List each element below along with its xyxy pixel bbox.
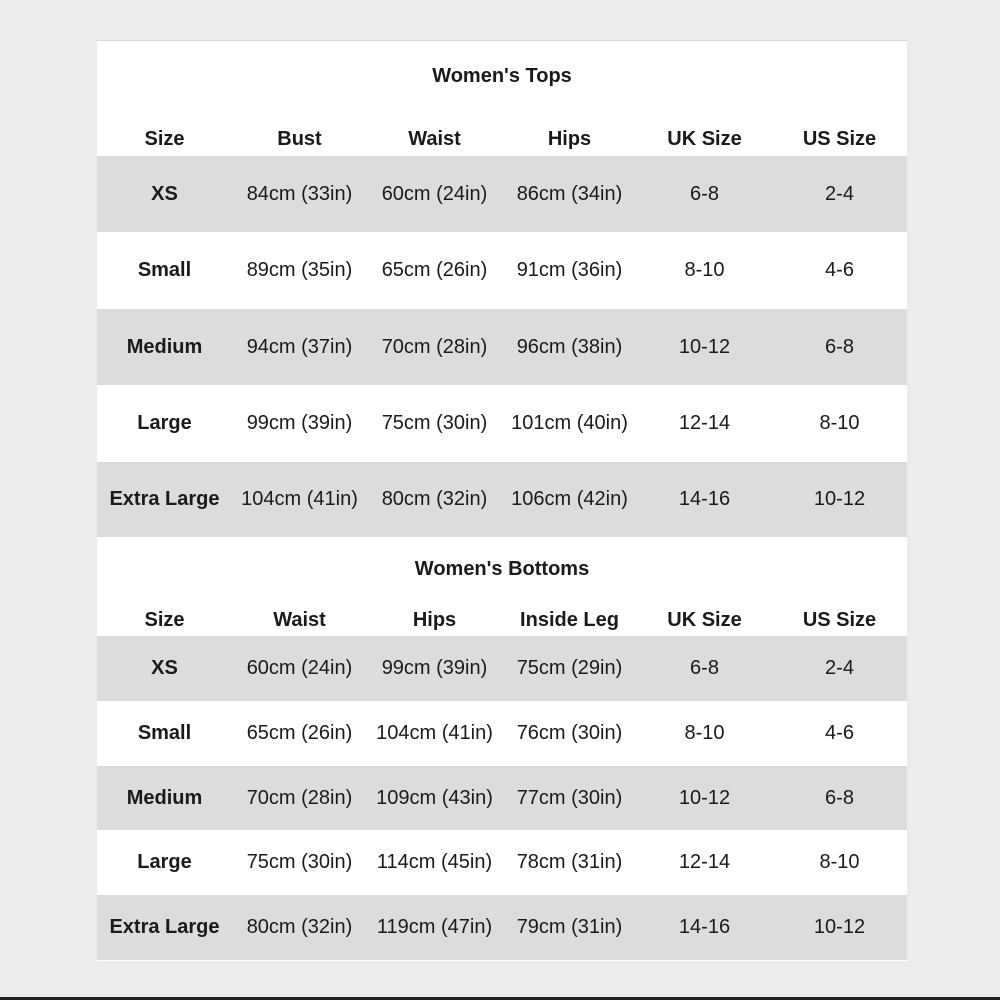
bottoms-title: Women's Bottoms (414, 558, 590, 580)
table-cell: 6-8 (690, 657, 719, 679)
size-cell: Medium (126, 335, 203, 358)
table-cell: 109cm (43in) (376, 786, 493, 809)
table-cell: 6-8 (825, 786, 854, 809)
size-cell: Small (137, 259, 192, 281)
table-cell: 12-14 (678, 851, 731, 873)
table-cell: 60cm (24in) (381, 182, 488, 205)
table-cell: 104cm (41in) (376, 722, 493, 744)
table-cell: 99cm (39in) (246, 412, 353, 434)
table-cell: 6-8 (690, 182, 719, 205)
table-cell: 94cm (37in) (246, 335, 353, 358)
table-cell: 86cm (34in) (516, 182, 623, 205)
table-cell: 99cm (39in) (381, 657, 488, 679)
table-cell: 65cm (26in) (246, 722, 353, 744)
header-cell: Bust (277, 127, 322, 150)
size-cell: Small (137, 722, 192, 744)
header-cell: UK Size (667, 127, 742, 150)
table-row (97, 895, 907, 960)
table-cell: 96cm (38in) (516, 335, 623, 358)
table-cell: 10-12 (813, 488, 866, 510)
table-cell: 114cm (45in) (376, 851, 493, 873)
table-cell: 104cm (41in) (241, 488, 358, 510)
size-cell: XS (151, 182, 178, 205)
table-row (97, 766, 907, 830)
table-cell: 6-8 (825, 335, 854, 358)
table-cell: 14-16 (678, 916, 731, 938)
header-cell: Waist (408, 127, 461, 150)
table-cell: 80cm (32in) (381, 488, 488, 510)
table-cell: 84cm (33in) (246, 182, 353, 205)
size-cell: Extra Large (109, 916, 220, 938)
table-cell: 75cm (30in) (381, 412, 488, 434)
header-cell: Size (144, 127, 185, 150)
table-row (97, 309, 907, 385)
size-cell: XS (151, 657, 178, 679)
header-cell: Waist (273, 608, 326, 631)
table-cell: 12-14 (678, 412, 731, 434)
size-cell: Medium (126, 786, 203, 809)
table-cell: 8-10 (684, 722, 725, 744)
table-cell: 14-16 (678, 488, 731, 510)
table-row (97, 636, 907, 701)
size-cell: Large (137, 412, 192, 434)
table-cell: 65cm (26in) (381, 259, 488, 281)
header-cell: Hips (412, 608, 457, 631)
table-row (97, 462, 907, 537)
table-cell: 70cm (28in) (381, 335, 488, 358)
size-cell: Extra Large (109, 488, 220, 510)
table-cell: 78cm (31in) (516, 851, 623, 873)
bottoms-header-row (97, 604, 907, 636)
table-cell: 2-4 (825, 182, 854, 205)
table-cell: 60cm (24in) (246, 657, 353, 679)
header-cell: Size (144, 608, 185, 631)
table-cell: 10-12 (678, 786, 731, 809)
table-cell: 91cm (36in) (516, 259, 623, 281)
table-cell: 10-12 (813, 916, 866, 938)
table-cell: 8-10 (684, 259, 725, 281)
table-cell: 80cm (32in) (246, 916, 353, 938)
table-row (97, 385, 907, 462)
header-cell: US Size (802, 127, 877, 150)
table-cell: 106cm (42in) (511, 488, 628, 510)
table-cell: 10-12 (678, 335, 731, 358)
table-cell: 101cm (40in) (511, 412, 628, 434)
table-row (97, 232, 907, 309)
table-cell: 8-10 (819, 412, 860, 434)
size-chart-sheet (97, 40, 907, 961)
table-row (97, 701, 907, 766)
tops-header-row (97, 121, 907, 157)
table-row (97, 156, 907, 232)
table-cell: 8-10 (819, 851, 860, 873)
header-cell: Inside Leg (520, 608, 619, 631)
table-cell: 79cm (31in) (516, 916, 623, 938)
table-cell: 89cm (35in) (246, 259, 353, 281)
table-cell: 76cm (30in) (516, 722, 623, 744)
table-cell: 2-4 (825, 657, 854, 679)
table-row (97, 830, 907, 895)
tops-title: Women's Tops (432, 65, 572, 87)
table-cell: 119cm (47in) (376, 916, 493, 938)
table-cell: 77cm (30in) (516, 786, 623, 809)
size-cell: Large (137, 851, 192, 873)
header-cell: UK Size (667, 608, 742, 631)
header-cell: US Size (802, 608, 877, 631)
table-cell: 4-6 (825, 259, 854, 281)
table-cell: 4-6 (825, 722, 854, 744)
table-cell: 70cm (28in) (246, 786, 353, 809)
table-cell: 75cm (30in) (246, 851, 353, 873)
table-cell: 75cm (29in) (516, 657, 623, 679)
header-cell: Hips (547, 127, 592, 150)
